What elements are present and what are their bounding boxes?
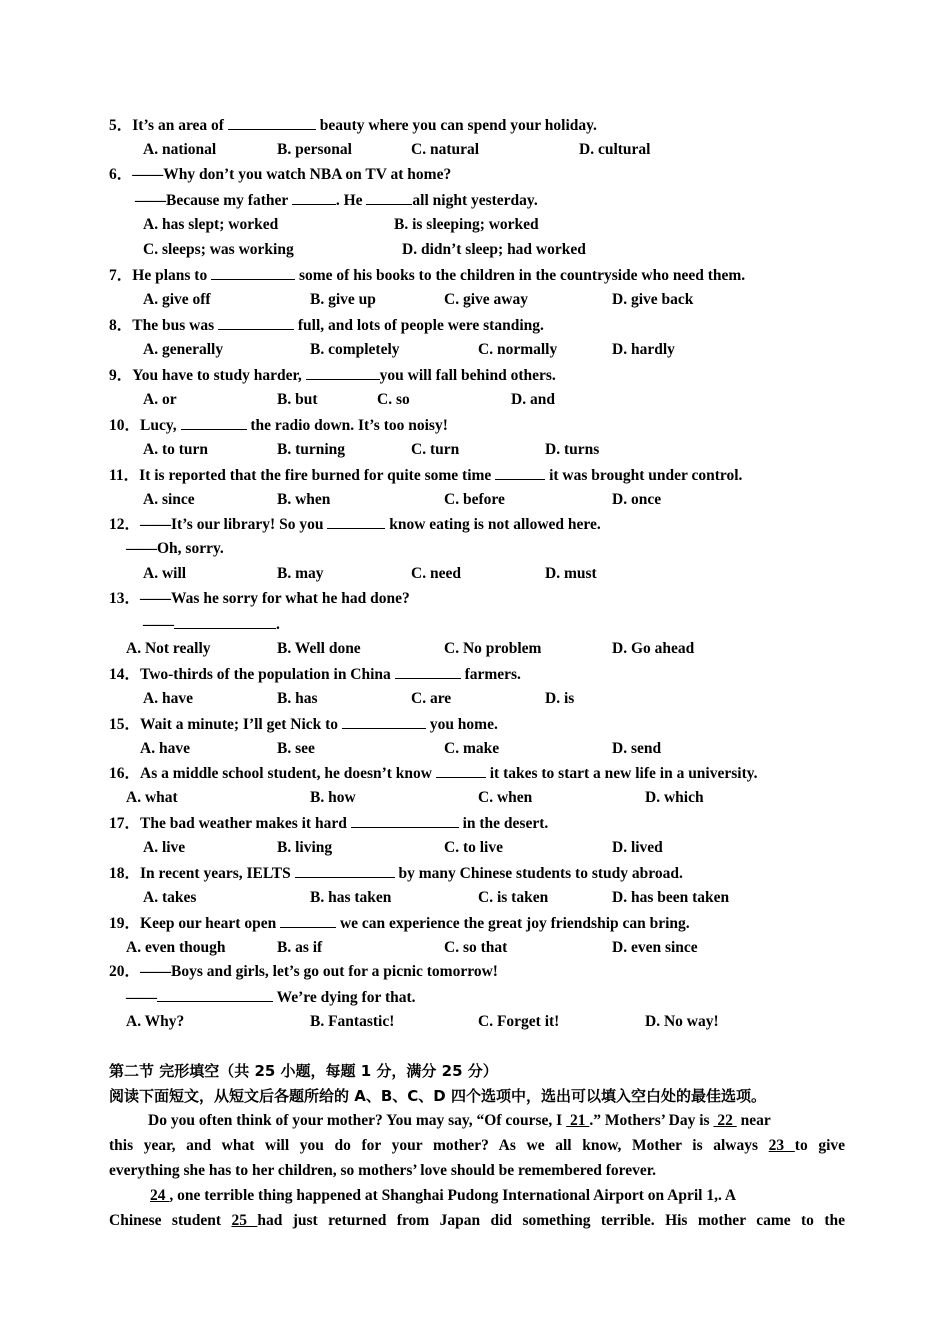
option-c: C. when [478,789,533,806]
option-a: A. even though [126,939,226,956]
question-15-stem: 15．Wait a minute; I’ll get Nick to you home. [109,716,498,733]
option-c: C. are [411,690,452,707]
option-b: B. Well done [277,640,361,657]
option-a: A. has slept; worked [143,216,279,233]
option-d: D. hardly [612,341,675,358]
option-d: D. which [645,789,704,806]
option-b: B. living [277,839,333,856]
answer-blank [366,190,412,205]
option-d: D. has been taken [612,889,730,906]
answer-blank [157,987,273,1002]
option-b: B. but [277,391,318,408]
option-c: C. make [444,740,500,757]
option-a: A. will [143,565,187,582]
answer-blank [395,664,461,679]
option-a: A. have [143,690,193,707]
question-12-stem: 12．——It’s our library! So you know eating is not allowed here. [109,516,601,533]
blank-24: 24 [150,1187,170,1204]
option-a: A. what [126,789,178,806]
question-11-stem: 11．It is reported that the fire burned for quite some time it was brought under control. [109,467,743,484]
option-d: D. send [612,740,662,757]
option-a: A. takes [143,889,197,906]
answer-blank [211,265,295,280]
answer-blank [342,714,426,729]
option-a: A. give off [143,291,211,308]
passage-line-5: Chinese student 25 had just returned from Japan did something terrible. His mother came to the [109,1212,845,1229]
option-c: C. before [444,491,505,508]
option-c: C. normally [478,341,558,358]
section-2-instruction: 阅读下面短文，从短文后各题所给的 A、B、C、D 四个选项中，选出可以填入空白处的最佳选项。 [109,1087,766,1105]
blank-25: 25 [231,1212,258,1229]
option-d: D. Go ahead [612,640,695,657]
option-d: D. cultural [579,141,651,158]
question-10-stem: 10．Lucy, the radio down. It’s too noisy! [109,417,448,434]
section-2-title: 第二节 完形填空（共 25 小题，每题 1 分，满分 25 分） [109,1062,498,1080]
option-d: D. turns [545,441,600,458]
option-b: B. has taken [310,889,392,906]
option-c: C. is taken [478,889,549,906]
question-17-stem: 17．The bad weather makes it hard in the desert. [109,815,549,832]
answer-blank [327,514,385,529]
option-d: D. is [545,690,575,707]
question-14-stem: 14．Two-thirds of the population in China farmers. [109,666,521,683]
blank-21: 21 [566,1112,590,1129]
option-c: C. Forget it! [478,1013,560,1030]
option-b: B. personal [277,141,352,158]
option-c: C. give away [444,291,528,308]
question-20-reply: —— We’re dying for that. [126,989,416,1006]
question-20-stem: 20．——Boys and girls, let’s go out for a picnic tomorrow! [109,963,498,980]
question-18-stem: 18．In recent years, IELTS by many Chinese students to study abroad. [109,865,683,882]
passage-line-3: everything she has to her children, so mothers’ love should be remembered forever. [109,1162,657,1179]
answer-blank [351,813,459,828]
option-b: B. may [277,565,324,582]
option-c: C. so that [444,939,508,956]
option-d: D. and [511,391,555,408]
option-c: C. turn [411,441,460,458]
option-d: D. lived [612,839,663,856]
option-b: B. Fantastic! [310,1013,395,1030]
blank-22: 22 [713,1112,737,1129]
option-d: D. once [612,491,662,508]
option-c: C. so [377,391,410,408]
option-b: B. see [277,740,315,757]
option-a: A. or [143,391,177,408]
option-c: C. sleeps; was working [143,241,294,258]
option-d: D. even since [612,939,698,956]
answer-blank [280,913,336,928]
option-d: D. give back [612,291,694,308]
option-b: B. when [277,491,331,508]
question-7-stem: 7．He plans to some of his books to the children in the countryside who need them. [109,267,746,284]
question-8-stem: 8．The bus was full, and lots of people were standing. [109,317,544,334]
answer-blank [181,415,247,430]
option-a: A. national [143,141,217,158]
option-a: A. since [143,491,195,508]
option-b: B. give up [310,291,376,308]
option-b: B. has [277,690,318,707]
option-a: A. Not really [126,640,211,657]
answer-blank [495,465,545,480]
question-12-reply: ——Oh, sorry. [126,540,224,557]
passage-line-2: this year, and what will you do for your mother? As we all know, Mother is always 23 to give [109,1137,845,1154]
option-b: B. is sleeping; worked [394,216,539,233]
answer-blank [174,614,276,629]
option-a: A. have [140,740,190,757]
answer-blank [218,315,294,330]
option-c: C. to live [444,839,503,856]
question-13-stem: 13．——Was he sorry for what he had done? [109,590,410,607]
option-c: C. need [411,565,461,582]
option-b: B. as if [277,939,323,956]
option-d: D. must [545,565,597,582]
option-c: C. No problem [444,640,542,657]
answer-blank [295,863,395,878]
answer-blank [436,763,486,778]
option-d: D. didn’t sleep; had worked [402,241,586,258]
option-a: A. live [143,839,186,856]
option-b: B. turning [277,441,346,458]
question-6-reply: ——Because my father . He all night yesterday. [135,192,538,209]
blank-23: 23 [768,1137,795,1154]
option-a: A. generally [143,341,224,358]
question-9-stem: 9．You have to study harder, you will fall behind others. [109,367,556,384]
question-19-stem: 19．Keep our heart open we can experience the great joy friendship can bring. [109,915,690,932]
option-d: D. No way! [645,1013,719,1030]
option-b: B. how [310,789,356,806]
option-c: C. natural [411,141,480,158]
question-13-reply: —— . [143,616,280,633]
answer-blank [306,365,380,380]
option-a: A. to turn [143,441,209,458]
option-b: B. completely [310,341,400,358]
question-5-stem: 5．It’s an area of beauty where you can spend your holiday. [109,117,597,134]
passage-line-1: Do you often think of your mother? You may say, “Of course, I 21 .” Mothers’ Day is 22 near [148,1112,771,1129]
answer-blank [292,190,336,205]
question-16-stem: 16．As a middle school student, he doesn’t know it takes to start a new life in a university. [109,765,758,782]
question-6-stem: 6．——Why don’t you watch NBA on TV at home? [109,166,452,183]
answer-blank [228,115,316,130]
option-a: A. Why? [126,1013,185,1030]
passage-line-4: 24 , one terrible thing happened at Shanghai Pudong International Airport on April 1,. A [150,1187,737,1204]
